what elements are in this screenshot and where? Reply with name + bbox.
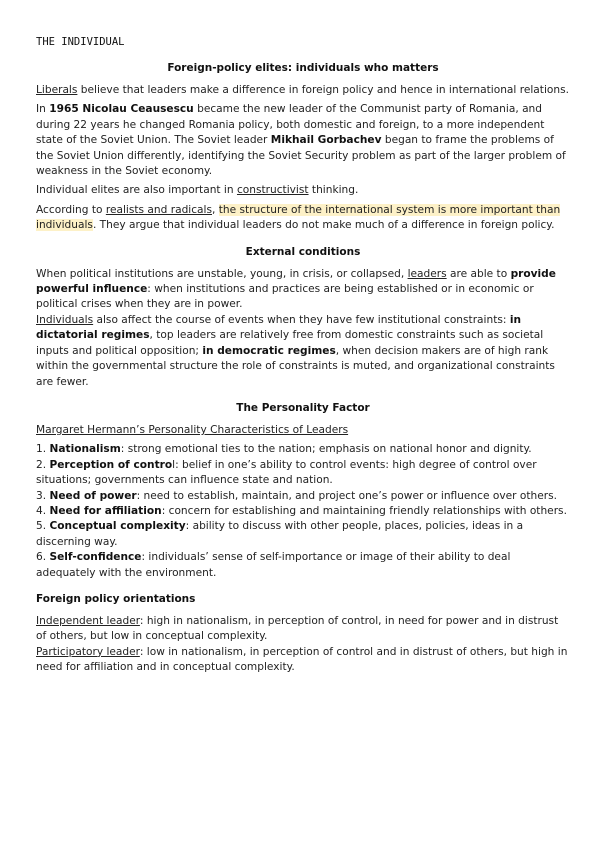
term-independent-leader: Independent leader (36, 614, 140, 627)
list-item: 1. Nationalism: strong emotional ties to the nation; emphasis on national honor and dignity. (36, 443, 532, 456)
paragraph-institutions: When political institutions are unstable, young, in crisis, or collapsed, leaders are able to provide powerful influence: when institutions and practices are being established or in economic or political crises when they are in power. (36, 267, 556, 311)
section-orientations (36, 593, 570, 676)
paragraph-liberals: Liberals believe that leaders make a difference in foreign policy and hence in international relations. (36, 84, 569, 96)
term-constructivist: constructivist (236, 184, 309, 197)
paragraph-constructivist: Individual elites are also important in constructivist thinking. (36, 184, 359, 197)
paragraph-realists: According to realists and radicals, the structure of the international system is more important than individuals. They argue that individual leaders do not make much of a difference in foreign policy. (36, 203, 561, 232)
term-individuals: Individuals (36, 313, 94, 326)
highlighted-text: the structure of the international system is more important than individuals (36, 203, 561, 232)
list-item: 6. Self-confidence: individuals’ sense of self-importance or image of their ability to deal adequately with the environment. (36, 551, 511, 579)
name-ceausescu: 1965 Nicolau Ceausescu (49, 103, 194, 116)
section-heading-external: External conditions (245, 245, 361, 258)
paragraph-individuals: Individuals also affect the course of events when they have few institutional constraints: in dictatorial regimes, top leaders are relatively free from domestic constraints such as societal inputs and political opposition; in democratic regimes, when decision makers are of high rank within the governmental structure the role of constraints is muted, and organizational constraints are fewer. (36, 313, 555, 388)
document-title: THE INDIVIDUAL (36, 36, 125, 48)
section-heading-orientations: Foreign policy orientations (36, 592, 196, 605)
section-heading-elites: Foreign-policy elites: individuals who matters (167, 62, 439, 74)
list-item: 3. Need of power: need to establish, maintain, and project one’s power or influence over others. (36, 489, 557, 502)
paragraph-independent-leader: Independent leader: high in nationalism, in perception of control, in need for power and in distrust of others, but low in conceptual complexity. (36, 614, 559, 643)
term-participatory-leader: Participatory leader (36, 645, 140, 658)
paragraph-participatory-leader: Participatory leader: low in nationalism, in perception of control and in distrust of others, but high in need for affiliation and in conceptual complexity. (36, 645, 568, 674)
paragraph-ceausescu: In 1965 Nicolau Ceausescu became the new leader of the Communist party of Romania, and during 22 years he changed Romania policy, both domestic and foreign, to a more independent state of the Soviet Union. The Soviet leader Mikhail Gorbachev began to frame the problems of the Soviet Union differently, identifying the Soviet Security problem as part of the larger problem of weakness in the Soviet economy. (36, 103, 566, 178)
term-leaders: leaders (407, 267, 447, 280)
section-personality (36, 402, 570, 581)
section-external-conditions (36, 246, 570, 390)
section-elites (36, 62, 570, 234)
subheading-hermann: Margaret Hermann’s Personality Characteristics of Leaders (36, 423, 349, 436)
list-item: 4. Need for affiliation: concern for establishing and maintaining friendly relationships with others. (36, 504, 567, 517)
name-gorbachev: Mikhail Gorbachev (270, 134, 382, 147)
term-realists: realists and radicals (105, 203, 213, 216)
list-item: 2. Perception of control: belief in one’s ability to control events: high degree of control over situations; governments can influence state and nation. (36, 458, 537, 487)
section-heading-personality: The Personality Factor (236, 401, 370, 414)
term-liberals: Liberals (36, 84, 78, 96)
document-page (36, 36, 570, 688)
list-item: 5. Conceptual complexity: ability to discuss with other people, places, policies, ideas in a discerning way. (36, 520, 524, 548)
personality-list (36, 442, 570, 581)
